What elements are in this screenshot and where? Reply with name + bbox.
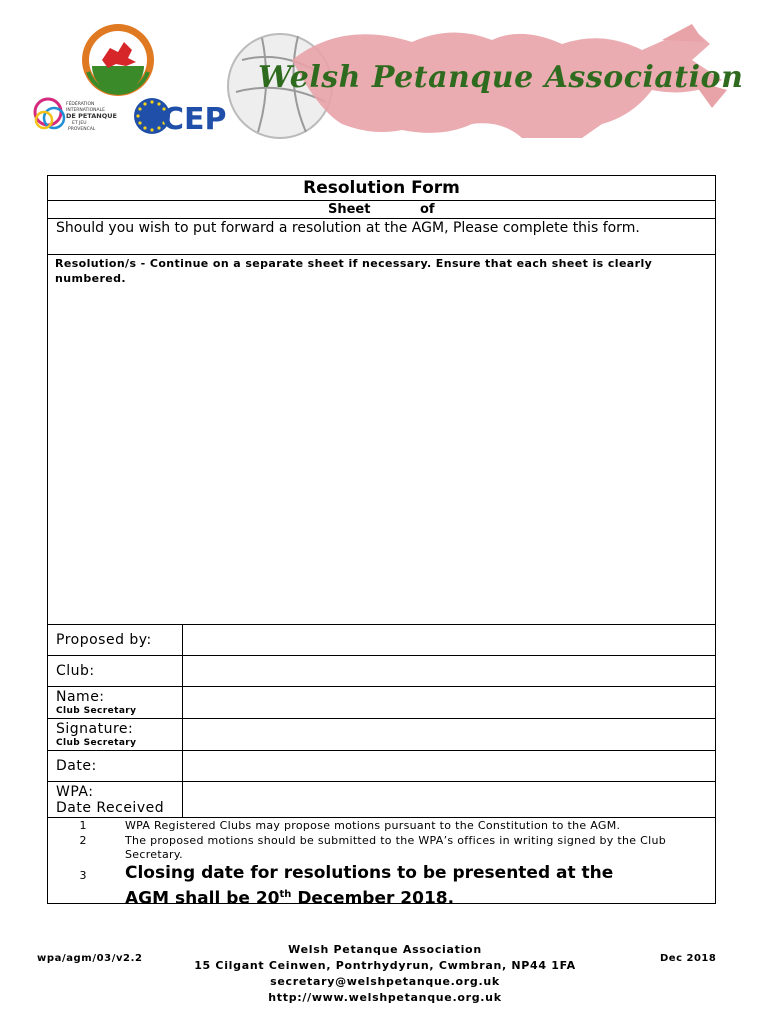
fipjp-line4: ET JEU <box>72 121 87 126</box>
resolution-label: Resolution/s - Continue on a separate sheet if necessary. Ensure that each sheet is clearly numbered. <box>55 257 653 285</box>
name-row <box>48 687 715 719</box>
signature-row <box>48 719 715 751</box>
footer-org: Welsh Petanque Association <box>288 943 482 956</box>
wpa-label: WPA: Date Received <box>48 782 183 817</box>
note-text-1: WPA Registered Clubs may propose motions pursuant to the Constitution to the AGM. <box>125 819 621 832</box>
name-sub-label: Club Secretary <box>56 706 137 716</box>
note-number-3: 3 <box>79 869 87 882</box>
note-number-1: 1 <box>79 819 87 832</box>
signature-label: Signature: Club Secretary <box>48 719 183 750</box>
association-banner-title: Welsh Petanque Association <box>258 60 744 95</box>
intro-text: Should you wish to put forward a resolution at the AGM, Please complete this form. <box>48 219 715 255</box>
header <box>0 0 770 150</box>
wpa-date-field[interactable] <box>184 782 715 817</box>
name-label: Name: Club Secretary <box>48 687 183 718</box>
sheet-label: Sheet <box>328 202 371 217</box>
date-row <box>48 751 715 782</box>
date-label: Date: <box>48 751 183 781</box>
proposed-by-row <box>48 625 715 656</box>
wpa-row <box>48 782 715 818</box>
welsh-dragon-roundel-logo <box>80 22 156 98</box>
notes-section <box>48 818 715 909</box>
club-field[interactable] <box>184 656 715 686</box>
fipjp-line2: INTERNATIONALE <box>66 108 105 113</box>
sheet-row <box>48 201 715 219</box>
closing-date-notice: Closing date for resolutions to be presented at the AGM shall be 20th December 2018. <box>125 863 614 909</box>
fipjp-line1: FÉDÉRATION <box>66 102 95 107</box>
club-label: Club: <box>48 656 183 686</box>
fipjp-line3: DE PETANQUE <box>66 112 117 120</box>
club-row <box>48 656 715 687</box>
note-text-2: The proposed motions should be submitted to the WPA’s offices in writing signed by the Club Secretary. <box>125 834 667 861</box>
signature-sub-label: Club Secretary <box>56 738 137 748</box>
resolution-form <box>47 175 716 909</box>
name-field[interactable] <box>184 687 715 718</box>
proposed-by-field[interactable] <box>184 625 715 655</box>
fipjp-line5: PROVENCAL <box>68 127 96 132</box>
of-label: of <box>420 202 435 217</box>
document-date: Dec 2018 <box>660 953 717 964</box>
document-reference: wpa/agm/03/v2.2 <box>37 953 143 964</box>
cep-logo <box>132 96 227 137</box>
date-field[interactable] <box>184 751 715 781</box>
form-title: Resolution Form <box>48 176 715 201</box>
footer-email[interactable]: secretary@welshpetanque.org.uk <box>270 975 500 988</box>
fipjp-logo <box>34 92 126 136</box>
footer-website[interactable]: http://www.welshpetanque.org.uk <box>268 991 502 1004</box>
wpa-date-received-label: Date Received <box>56 800 165 816</box>
footer-address-block <box>160 942 610 1006</box>
signature-field[interactable] <box>184 719 715 750</box>
footer-address: 15 Cilgant Ceinwen, Pontrhydyrun, Cwmbran, NP44 1FA <box>194 959 576 972</box>
note-number-2: 2 <box>79 834 87 847</box>
proposed-by-label: Proposed by: <box>48 625 183 655</box>
resolution-text-area[interactable] <box>48 255 715 625</box>
cep-text: CEP <box>162 102 227 137</box>
